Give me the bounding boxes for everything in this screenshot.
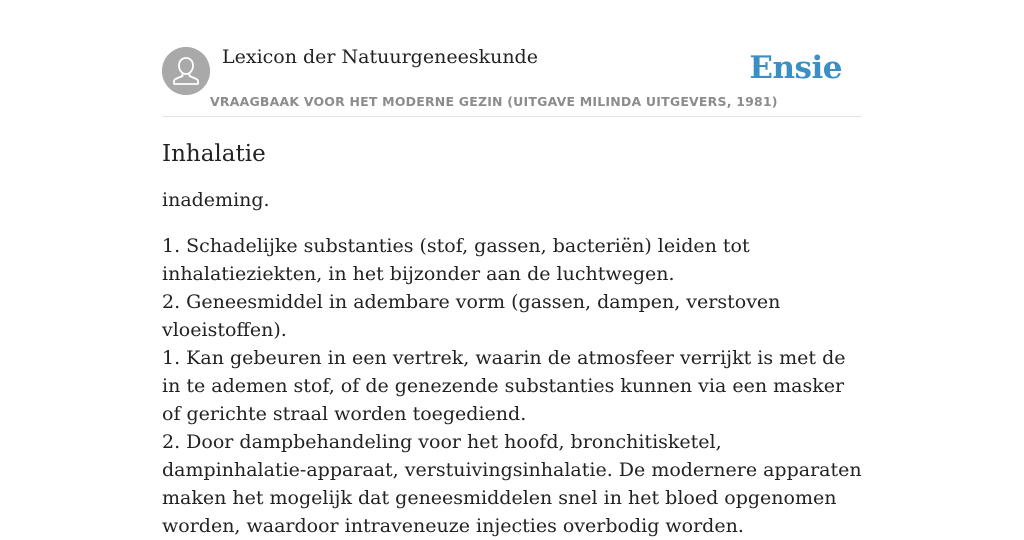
definition-paragraph: 2. Door dampbehandeling voor het hoofd, bronchitisketel, dampinhalatie-apparaat, verstuivingsinhalatie. De modernere apparaten maken het mogelijk dat geneesmiddelen snel in het bloed opgenomen worden, waardoor intraveneuze injecties overbodig worden. (162, 431, 862, 537)
header (162, 40, 862, 117)
entry-term: Inhalatie (162, 141, 266, 167)
definition-paragraph: 1. Schadelijke substanties (stof, gassen, bacteriën) leiden tot inhalatieziekten, in het bijzonder aan de luchtwegen. (162, 235, 750, 285)
user-outline-icon (162, 47, 210, 95)
definition-paragraph: 1. Kan gebeuren in een vertrek, waarin de atmosfeer verrijkt is met de in te ademen stof, of de genezende substanties kunnen via een masker of gerichte straal worden toegediend. (162, 347, 846, 425)
book-title[interactable]: Lexicon der Natuurgeneeskunde (222, 46, 538, 68)
ensie-logo[interactable]: Ensie (749, 50, 842, 86)
book-subtitle: VRAAGBAAK VOOR HET MODERNE GEZIN (UITGAVE MILINDA UITGEVERS, 1981) (210, 94, 778, 109)
user-avatar-icon[interactable] (162, 47, 210, 95)
definition-paragraph: 2. Geneesmiddel in adembare vorm (gassen, dampen, verstoven vloeistoffen). (162, 291, 781, 341)
entry-content (162, 136, 866, 540)
definition-body (162, 232, 866, 540)
short-definition: inademing. (162, 189, 270, 211)
